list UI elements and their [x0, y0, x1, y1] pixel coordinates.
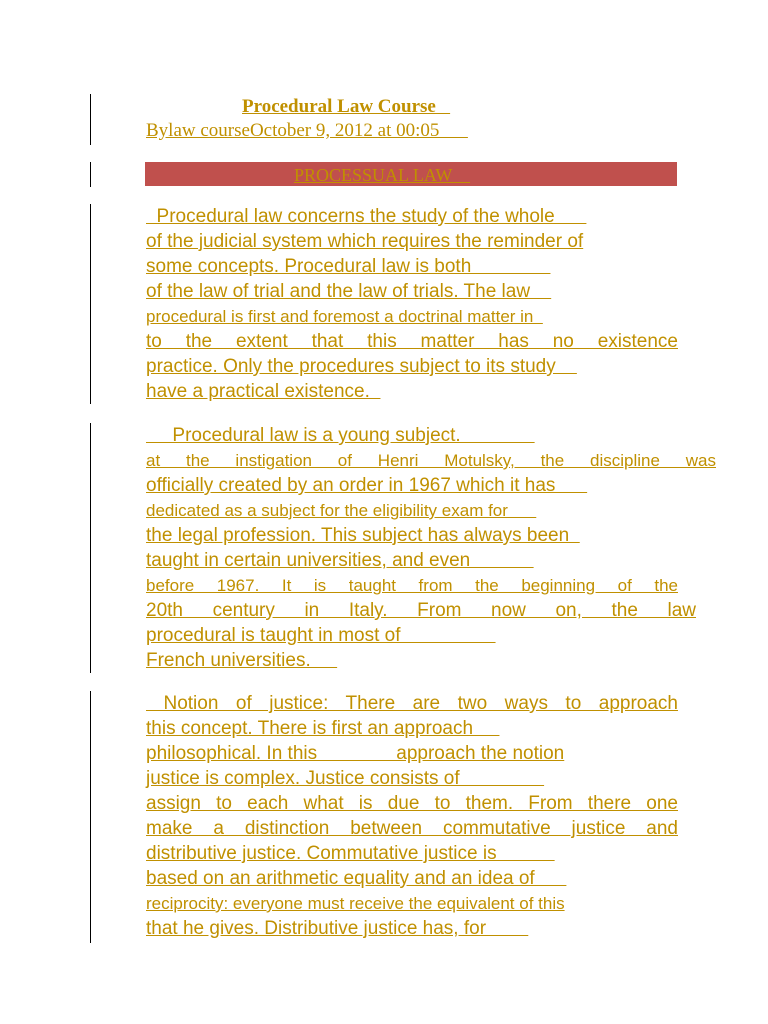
paragraph-line: 20th century in Italy. From now on, the law — [146, 600, 696, 621]
paragraph-line: of the law of trial and the law of trials. The law — [146, 281, 552, 302]
paragraph-line: Notion of justice: There are two ways to approach — [146, 693, 678, 714]
paragraph-line: that he gives. Distributive justice has, for — [146, 918, 529, 939]
paragraph-line: procedural is taught in most of — [146, 625, 496, 646]
paragraph-line: to the extent that this matter has no existence — [146, 331, 678, 352]
margin-bar-heading — [90, 94, 91, 145]
paragraph-1 — [146, 204, 678, 404]
paragraph-line: based on an arithmetic equality and an idea of — [146, 868, 567, 889]
byline: Bylaw courseOctober 9, 2012 at 00:05 — [146, 120, 468, 141]
margin-bar-paragraph-3 — [90, 691, 91, 943]
paragraph-line: Procedural law concerns the study of the whole — [146, 206, 587, 227]
paragraph-line: French universities. — [146, 650, 338, 671]
paragraph-3 — [146, 691, 678, 941]
paragraph-line: Procedural law is a young subject. — [146, 425, 535, 446]
paragraph-line: assign to each what is due to them. From there one — [146, 793, 678, 814]
paragraph-line: the legal profession. This subject has always been — [146, 525, 580, 546]
paragraph-line: practice. Only the procedures subject to its study — [146, 356, 577, 377]
paragraph-line: dedicated as a subject for the eligibility exam for — [146, 501, 537, 520]
paragraph-2 — [146, 423, 716, 673]
paragraph-line: this concept. There is first an approach — [146, 718, 500, 739]
paragraph-line: philosophical. In this approach the notion — [146, 743, 565, 764]
paragraph-line: distributive justice. Commutative justice is — [146, 843, 555, 864]
paragraph-line: procedural is first and foremost a doctrinal matter in — [146, 307, 543, 326]
paragraph-line: make a distinction between commutative justice and — [146, 818, 678, 839]
paragraph-line: of the judicial system which requires the reminder of — [146, 231, 584, 252]
paragraph-line: justice is complex. Justice consists of — [146, 768, 545, 789]
document-title: Procedural Law Course — [242, 96, 451, 117]
paragraph-line: before 1967. It is taught from the beginning of the — [146, 576, 678, 595]
paragraph-line: taught in certain universities, and even — [146, 550, 534, 571]
section-banner-title: PROCESSUAL LAW — [294, 165, 471, 185]
paragraph-line: some concepts. Procedural law is both — [146, 256, 551, 277]
paragraph-line: officially created by an order in 1967 which it has — [146, 475, 588, 496]
paragraph-line: reciprocity: everyone must receive the equivalent of this — [146, 894, 565, 913]
margin-bar-paragraph-2 — [90, 423, 91, 673]
paragraph-line: have a practical existence. — [146, 381, 381, 402]
margin-bar-banner — [90, 162, 91, 187]
paragraph-line: at the instigation of Henri Motulsky, the discipline was — [146, 451, 716, 470]
margin-bar-paragraph-1 — [90, 204, 91, 404]
